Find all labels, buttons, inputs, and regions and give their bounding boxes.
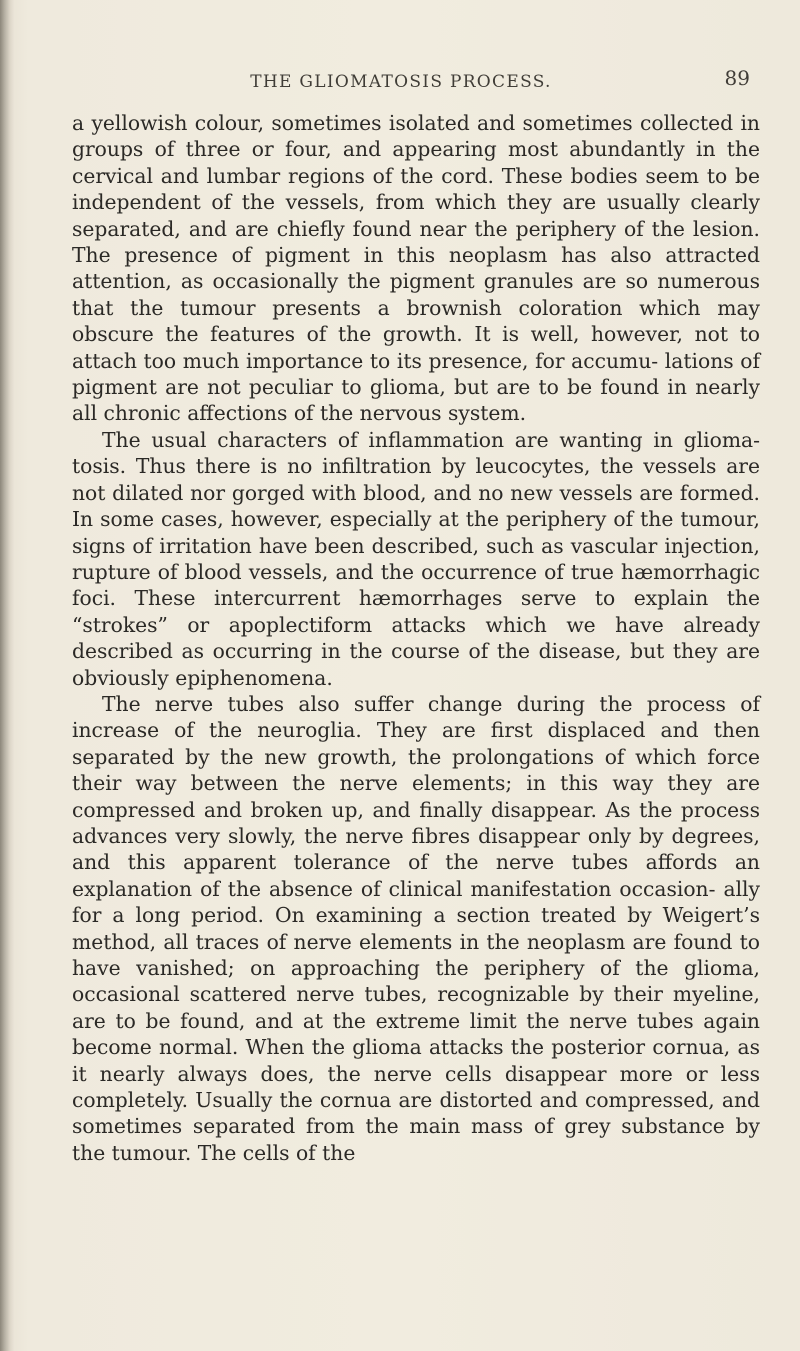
- running-title: THE GLIOMATOSIS PROCESS.: [250, 72, 552, 92]
- body-text: [72, 110, 760, 1166]
- paragraph: The usual characters of inflammation are wanting in glioma- tosis. Thus there is no infiltration by leucocytes, the vessels are not dilated nor gorged with blood, and no new vessels are formed. In some cases, however, especially at the periphery of the tumour, signs of irritation have been described, such as vascular injection, rupture of blood vessels, and the occurrence of true hæmorrhagic foci. These intercurrent hæmorrhages serve to explain the “strokes” or apoplectiform attacks which we have already described as occurring in the course of the disease, but they are obviously epiphenomena.: [72, 427, 760, 690]
- binding-edge: [0, 0, 14, 1351]
- paragraph: The nerve tubes also suffer change during the process of increase of the neuroglia. They are first displaced and then separated by the new growth, the prolongations of which force their way between the nerve elements; in this way they are compressed and broken up, and finally disappear. As the process advances very slowly, the nerve fibres disappear only by degrees, and this apparent tolerance of the nerve tubes affords an explanation of the absence of clinical manifestation occasion- ally for a long period. On examining a section treated by Weigert’s method, all traces of nerve elements in the neoplasm are found to have vanished; on approaching the periphery of the glioma, occasional scattered nerve tubes, recognizable by their myeline, are to be found, and at the extreme limit the nerve tubes again become normal. When the glioma attacks the posterior cornua, as it nearly always does, the nerve cells disappear more or less completely. Usually the cornua are distorted and compressed, and sometimes separated from the main mass of grey substance by the tumour. The cells of the: [72, 691, 760, 1165]
- page-number: 89: [724, 66, 750, 90]
- paragraph: a yellowish colour, sometimes isolated and sometimes collected in groups of three or four, and appearing most abundantly in the cervical and lumbar regions of the cord. These bodies seem to be independent of the vessels, from which they are usually clearly separated, and are chiefly found near the periphery of the lesion. The presence of pigment in this neoplasm has also attracted attention, as occasionally the pigment granules are so numerous that the tumour presents a brownish coloration which may obscure the features of the growth. It is well, however, not to attach too much importance to its presence, for accumu- lations of pigment are not peculiar to glioma, but are to be found in nearly all chronic affections of the nervous system.: [72, 111, 760, 426]
